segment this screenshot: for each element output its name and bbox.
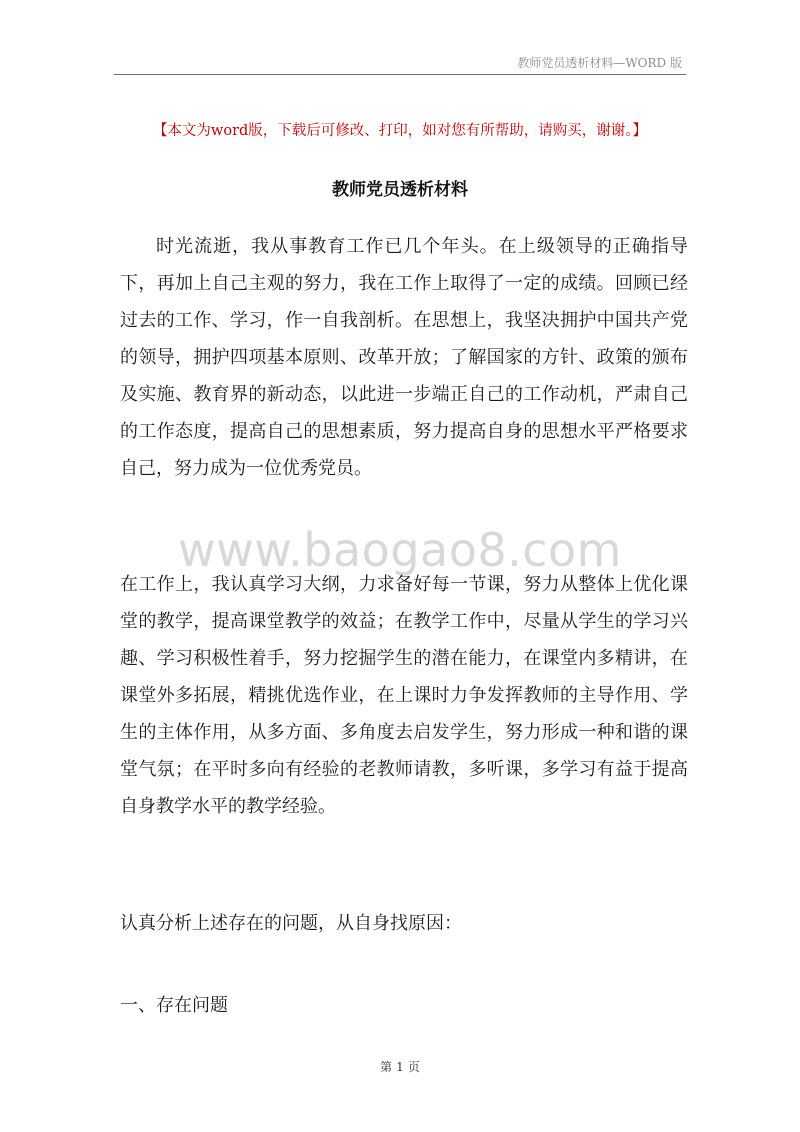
paragraph-intro: 时光流逝，我从事教育工作已几个年头。在上级领导的正确指导下，再加上自己主观的努力，我在工作上取得了一定的成绩。回顾已经过去的工作、学习，作一自我剖析。在思想上，我坚决拥护中国共产党的领导，拥护四项基本原则、改革开放；了解国家的方针、政策的颁布及实施、教育界的新动态，以此进一步端正自己的工作动机，严肃自己的工作态度，提高自己的思想素质，努力提高自身的思想水平严格要求自己，努力成为一位优秀党员。 xyxy=(120,236,688,479)
running-header: 教师党员透析材料—WORD 版 xyxy=(517,56,682,70)
page-number: 1 xyxy=(396,1060,404,1074)
section-heading-problems: 一、存在问题 xyxy=(120,995,228,1016)
paragraph-analysis: 认真分析上述存在的问题，从自身找原因： xyxy=(120,913,462,934)
footer-suffix: 页 xyxy=(407,1060,420,1074)
document-title: 教师党员透析材料 xyxy=(332,180,468,200)
footer-prefix: 第 xyxy=(380,1060,393,1074)
header-divider xyxy=(114,74,686,75)
paragraph-work: 在工作上，我认真学习大纲，力求备好每一节课，努力从整体上优化课堂的教学，提高课堂教学的效益；在教学工作中，尽量从学生的学习兴趣、学习积极性着手，努力挖掘学生的潜在能力，在课堂内多精讲，在课堂外多拓展，精挑优选作业，在上课时力争发挥教师的主导作用、学生的主体作用，从多方面、多角度去启发学生，努力形成一种和谐的课堂气氛；在平时多向有经验的老教师请教，多听课，多学习有益于提高自身教学水平的教学经验。 xyxy=(120,574,688,817)
watermark-text: www.baogao8.com xyxy=(178,523,622,577)
page-footer xyxy=(0,1058,800,1075)
download-notice: 【本文为word版，下载后可修改、打印，如对您有所帮助，请购买，谢谢。】 xyxy=(152,123,648,139)
